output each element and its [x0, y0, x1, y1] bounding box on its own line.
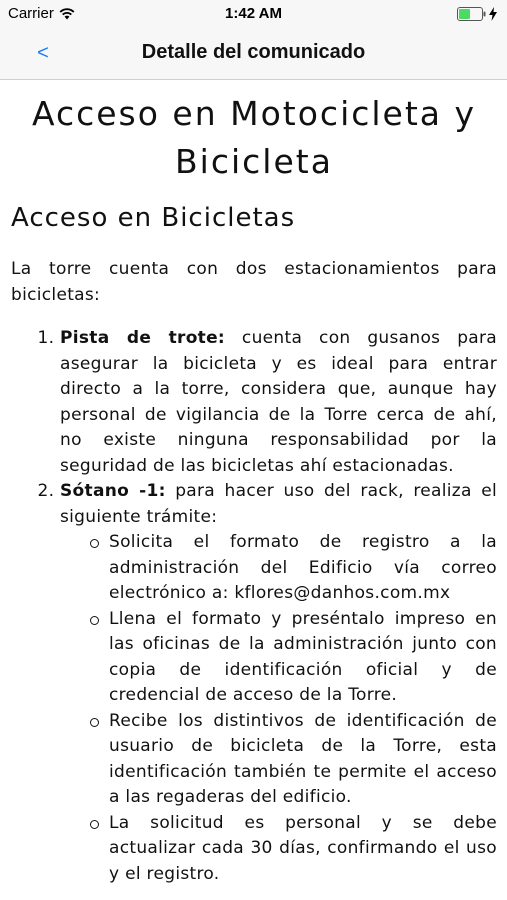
- status-bar: [0, 0, 507, 28]
- item-title: Sótano -1:: [60, 481, 166, 501]
- section-heading: Acceso en Bicicletas: [11, 203, 296, 233]
- list-item: [60, 326, 497, 479]
- item-text: cuenta con gusanos para asegurar la bicicleta y es ideal para entrar directo a la torre, considera que, aunque hay personal de vigilancia de la Torre cerca de ahí, no existe ninguna responsabilidad por la seguridad de las bicicletas ahí estacionadas.: [60, 328, 498, 476]
- sub-list-item: Recibe los distintivos de identificación de usuario de bicicleta de la Torre, esta identificación también te permite el acceso a las regaderas del edificio.: [109, 709, 497, 811]
- parking-options-list: [11, 326, 497, 887]
- article-content: [0, 80, 507, 900]
- item-text: para hacer uso del rack, realiza el siguiente trámite:: [60, 481, 497, 527]
- battery-icon: [457, 7, 487, 21]
- sub-list-item: Llena el formato y preséntalo impreso en las oficinas de la administración junto con copia de identificación oficial y de credencial de acceso de la Torre.: [109, 607, 497, 709]
- article-title: Acceso en Motocicleta y Bicicleta: [31, 94, 477, 181]
- sub-list-item: La solicitud es personal y se debe actualizar cada 30 días, confirmando el uso y el registro.: [109, 811, 497, 888]
- clock: 1:42 AM: [225, 5, 282, 22]
- sub-list-item: Solicita el formato de registro a la administración del Edificio vía correo electrónico a: kflores@danhos.com.mx: [109, 530, 497, 607]
- item-title: Pista de trote:: [60, 328, 226, 348]
- carrier-label: Carrier: [8, 5, 54, 22]
- battery-indicator: [457, 7, 497, 21]
- page-title: Detalle del comunicado: [141, 41, 366, 63]
- back-button[interactable]: <: [37, 42, 49, 64]
- intro-paragraph: La torre cuenta con dos estacionamientos para bicicletas:: [11, 259, 497, 305]
- procedure-steps-list: [60, 530, 497, 887]
- navigation-bar: [0, 28, 507, 80]
- list-item: [60, 479, 497, 887]
- charging-icon: [489, 7, 497, 21]
